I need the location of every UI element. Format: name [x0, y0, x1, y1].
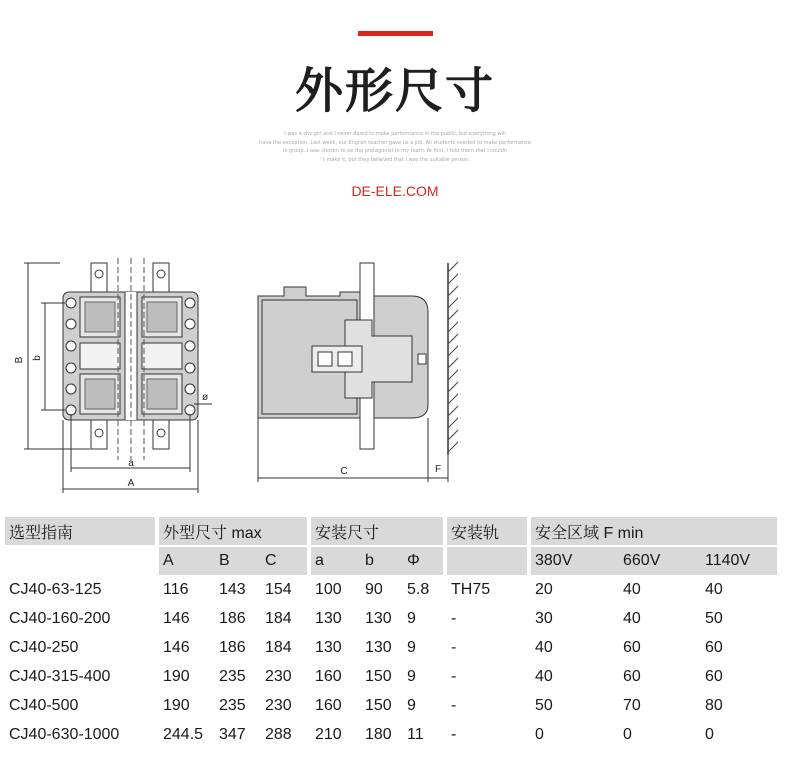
- dimension-F-label: F: [434, 464, 442, 475]
- value-cell: 146: [163, 609, 190, 627]
- value-cell: 143: [219, 580, 246, 598]
- value-cell: 230: [265, 667, 292, 685]
- value-cell: 70: [623, 696, 641, 714]
- value-cell: 50: [535, 696, 553, 714]
- value-cell: 60: [705, 667, 723, 685]
- table-row: [5, 720, 777, 749]
- dimension-C-label: C: [340, 466, 348, 477]
- value-cell: 60: [705, 638, 723, 656]
- value-cell: 20: [535, 580, 553, 598]
- value-cell: 130: [365, 609, 392, 627]
- value-cell: 186: [219, 638, 246, 656]
- value-cell: 40: [623, 580, 641, 598]
- value-cell: 184: [265, 609, 292, 627]
- value-cell: 180: [365, 725, 392, 743]
- value-cell: 288: [265, 725, 292, 743]
- header-phi: Φ: [403, 547, 443, 575]
- table-row: [5, 662, 777, 691]
- value-cell: 150: [365, 696, 392, 714]
- table-group-header-row: [5, 517, 777, 545]
- value-cell: 160: [315, 696, 342, 714]
- value-cell: -: [451, 638, 457, 656]
- header-B: B: [215, 547, 261, 575]
- dimension-b-label: b: [32, 355, 43, 361]
- value-cell: 190: [163, 667, 190, 685]
- header-380v: 380V: [531, 547, 619, 575]
- value-cell: 100: [315, 580, 342, 598]
- table-row: [5, 575, 777, 604]
- value-cell: 9: [407, 667, 416, 685]
- tagline-line: ' t make it, but they believed that I was the suitable person.: [319, 156, 470, 163]
- value-cell: 130: [315, 609, 342, 627]
- decorative-tagline: [200, 130, 590, 164]
- value-cell: TH75: [451, 580, 491, 598]
- value-cell: -: [451, 696, 457, 714]
- tagline-line: have the exception. Last week, our English teacher gave us a job. All students needed to make performance: [259, 139, 531, 146]
- value-cell: 80: [705, 696, 723, 714]
- value-cell: 116: [163, 580, 189, 598]
- value-cell: 11: [407, 725, 424, 743]
- header-safety-zone: 安全区域 F min: [531, 517, 777, 545]
- value-cell: 90: [365, 580, 383, 598]
- value-cell: 0: [535, 725, 544, 743]
- header-1140v: 1140V: [701, 547, 777, 575]
- value-cell: 184: [265, 638, 292, 656]
- value-cell: 40: [623, 609, 641, 627]
- table-body: [5, 575, 777, 749]
- value-cell: 40: [705, 580, 723, 598]
- page-title: 外形尺寸: [294, 63, 495, 119]
- dimension-drawing: [0, 250, 790, 500]
- header-rail: 安装轨: [447, 517, 527, 545]
- value-cell: 130: [365, 638, 392, 656]
- value-cell: 9: [407, 638, 416, 656]
- value-cell: 186: [219, 609, 246, 627]
- value-cell: -: [451, 667, 457, 685]
- value-cell: 130: [315, 638, 342, 656]
- model-cell: CJ40-630-1000: [9, 725, 120, 743]
- tagline-line: I was a shy girl and I never dared to make performance in the public, but everything will: [284, 131, 506, 137]
- table-sub-header-row: [5, 547, 777, 575]
- dimension-B-label: B: [14, 356, 25, 364]
- value-cell: 160: [315, 667, 342, 685]
- header-selection-guide: 选型指南: [5, 517, 155, 545]
- value-cell: 9: [407, 609, 416, 627]
- value-cell: -: [451, 609, 457, 627]
- model-cell: CJ40-63-125: [9, 580, 102, 598]
- brand-url: DE-ELE.COM: [351, 183, 439, 199]
- value-cell: -: [451, 725, 457, 743]
- dimension-phi-label: ø: [202, 392, 209, 403]
- tagline-line: in group. I was chosen to be the protagonist in my team. At first, I told them that I couldn: [282, 148, 508, 154]
- value-cell: 40: [535, 638, 553, 656]
- model-cell: CJ40-160-200: [9, 609, 111, 627]
- value-cell: 5.8: [407, 580, 430, 598]
- model-cell: CJ40-500: [9, 696, 79, 714]
- header-b: b: [361, 547, 403, 575]
- model-cell: CJ40-315-400: [9, 667, 111, 685]
- value-cell: 244.5: [163, 725, 204, 743]
- value-cell: 40: [535, 667, 553, 685]
- dimension-a-label: a: [128, 458, 134, 469]
- value-cell: 146: [163, 638, 190, 656]
- front-view: [14, 258, 212, 493]
- value-cell: 154: [265, 580, 292, 598]
- side-view: [258, 262, 458, 482]
- header-outline-dims: 外型尺寸 max: [159, 517, 307, 545]
- value-cell: 150: [365, 667, 392, 685]
- header-C: C: [261, 547, 307, 575]
- header-660v: 660V: [619, 547, 701, 575]
- value-cell: 60: [623, 638, 641, 656]
- header-A: A: [159, 547, 215, 575]
- header-mounting-dims: 安装尺寸: [311, 517, 443, 545]
- value-cell: 9: [407, 696, 416, 714]
- title-accent-bar: [358, 31, 433, 36]
- value-cell: 210: [315, 725, 342, 743]
- dimension-A-label: A: [127, 478, 135, 489]
- spec-table: [5, 517, 777, 749]
- value-cell: 235: [219, 696, 246, 714]
- value-cell: 347: [219, 725, 246, 743]
- table-row: [5, 691, 777, 720]
- value-cell: 190: [163, 696, 190, 714]
- value-cell: 0: [623, 725, 632, 743]
- value-cell: 50: [705, 609, 723, 627]
- header-rail-blank: [447, 547, 527, 575]
- value-cell: 60: [623, 667, 641, 685]
- model-cell: CJ40-250: [9, 638, 79, 656]
- value-cell: 30: [535, 609, 553, 627]
- table-row: [5, 633, 777, 662]
- table-row: [5, 604, 777, 633]
- header-a: a: [311, 547, 361, 575]
- value-cell: 0: [705, 725, 714, 743]
- value-cell: 230: [265, 696, 292, 714]
- value-cell: 235: [219, 667, 246, 685]
